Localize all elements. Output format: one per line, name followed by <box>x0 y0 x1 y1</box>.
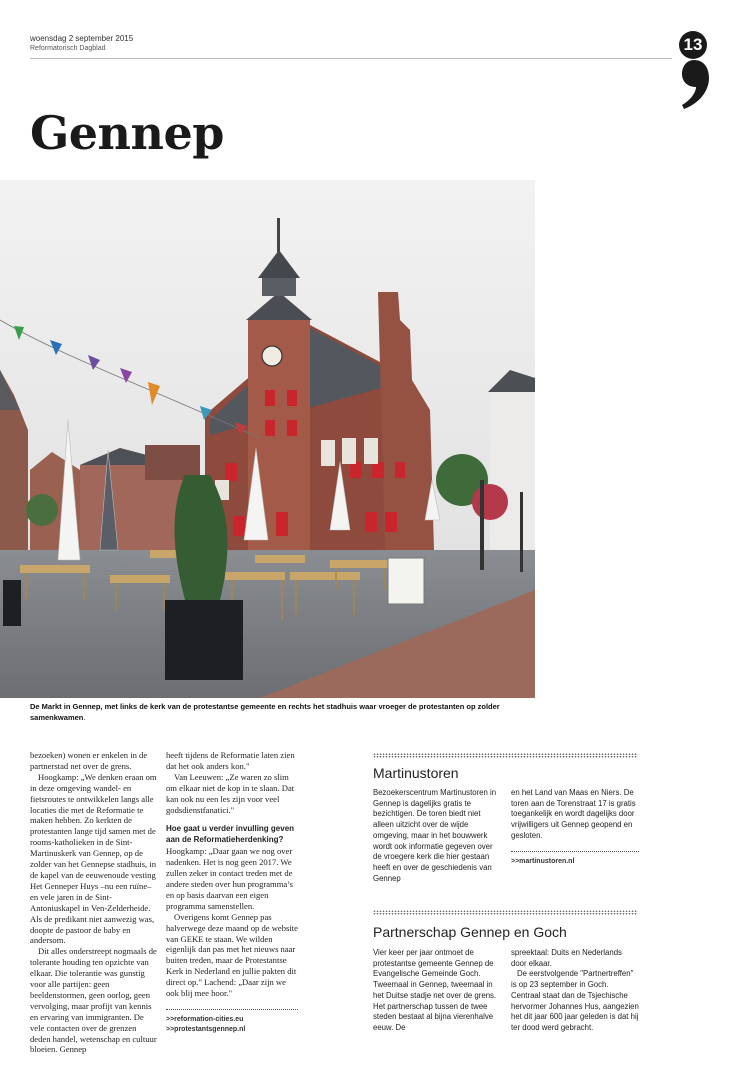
link-martinustoren[interactable]: >>martinustoren.nl <box>511 857 575 865</box>
box-partnerschap-col-1: Vier keer per jaar ontmoet de protestantse gemeente Gennep de Evangelische Gemeinde Goch. Tweemaal in Gennep, tweemaal in het Duitse stadje net over de grens. Het partnerschap tussen de twee steden bestaat al bijna vierenhalve eeuw. De <box>373 948 497 1032</box>
paragraph: Hoogkamp: „Daar gaan we nog over nadenken. Het is nog geen 2017. We zullen zeker in contact treden met de andere steden over hun programma’s en op basis daarvan een eigen programma samenstellen. <box>166 846 293 911</box>
interview-question: Hoe gaat u verder invulling geven aan de Reformatieherdenking? <box>166 824 295 845</box>
masthead-divider <box>30 58 672 59</box>
links-divider <box>511 851 639 852</box>
paragraph: bezoeken) wonen er enkelen in de partnerstad net over de grens. <box>30 750 148 771</box>
market-square-photo <box>0 180 535 698</box>
box-title-partnerschap: Partnerschap Gennep en Goch <box>373 924 567 940</box>
paragraph: Hoogkamp: „We denken eraan om in deze omgeving wandel- en fietsroutes te ontwikkelen langs alle locaties die met de Reformatie te maken hebben. Zo kerkten de protestanten lange tijd samen met de rooms-katholieken in de Sint-Martinuskerk van Gennep, op de zolder van het Gennepse stadhuis, in de kapel van de eeuwenoude vesting Het Genneper Huys –nu een ruïne– en vele jaren in de Sint-Antoniuskapel in Ven-Zelderheide. Als de predikant niet aanwezig was, doopte de pastoor de baby en andersom. <box>30 771 157 946</box>
box-divider <box>373 753 638 758</box>
paragraph: heeft tijdens de Reformatie laten zien dat het ook anders kon." <box>166 750 295 771</box>
article-column-2 <box>166 750 298 1035</box>
paragraph: Overigens komt Gennep pas halverwege deze maand op de website van GEKE te staan. We wilden eigenlijk dan pas met het nieuws naar buiten treden, maar de Protestantse Kerk in Nederland en jullie pakten dit direct op." Lachend: „Daar zijn we ook blij mee hoor." <box>166 911 298 999</box>
publication-date: woensdag 2 september 2015 <box>30 34 134 43</box>
box-text: De eerstvolgende "Partnertreffen" is op 23 september in Goch. Centraal staat dan de Tsjechische hervormer Johannes Hus, aangezien het dit jaar 600 jaar geleden is dat hij ter dood werd gebracht. <box>511 969 639 1032</box>
paragraph: Van Leeuwen: „Ze waren zo slim om elkaar niet de kop in te slaan. Dat kan ook nu een les zijn voor veel godsdienstfanatici." <box>166 771 295 815</box>
page-number-badge: 13 <box>679 31 707 59</box>
box-text: en het Land van Maas en Niers. De toren aan de Torenstraat 17 is gratis toegankelijk en wordt dagelijks door vrijwilligers uit Gennep geopend en gesloten. <box>511 788 636 840</box>
box-text: spreektaal: Duits en Nederlands door elkaar. <box>511 948 622 968</box>
link-reformation-cities[interactable]: >>reformation-cities.eu <box>166 1015 244 1023</box>
page-title: Gennep <box>30 106 224 160</box>
box-partnerschap-col-2 <box>511 948 639 1034</box>
box-divider <box>373 910 638 915</box>
newspaper-name: Reformatorisch Dagblad <box>30 45 106 52</box>
box-martinustoren-col-1: Bezoekerscentrum Martinustoren in Gennep is dagelijks gratis te bezichtigen. De toren biedt niet alleen uitzicht over de wijde omgeving, maar in het bouwwerk wordt ook informatie gegeven over de vroegere kerk die hier gestaan heeft en over de geschiedenis van Gennep <box>373 788 497 883</box>
photo-caption <box>30 701 535 723</box>
paragraph: Dit alles onderstreept nogmaals de tolerante houding ten opzichte van elkaar. Die tolerantie was gunstig voor alle partijen: geen beeldenstormen, geen oorlog, geen vervolging, maar profijt van kennis en ervaring van immigranten. De vele contacten over de grenzen deden handel, wetenschap en cultuur bloeien. Gennep <box>30 946 157 1055</box>
caption-end: . <box>83 713 86 722</box>
links-divider <box>166 1009 298 1010</box>
article-links <box>166 1015 298 1035</box>
comma-logo-icon <box>676 56 712 110</box>
box-title-martinustoren: Martinustoren <box>373 765 459 781</box>
box-martinustoren-col-2 <box>511 788 639 867</box>
article-column-1 <box>30 750 158 1055</box>
link-protestants-gennep[interactable]: >>protestantsgennep.nl <box>166 1025 246 1033</box>
caption-text: De Markt in Gennep, met links de kerk van de protestantse gemeente en rechts het stadhuis waar vroeger de protestanten op zolder samenkwamen <box>30 702 500 722</box>
